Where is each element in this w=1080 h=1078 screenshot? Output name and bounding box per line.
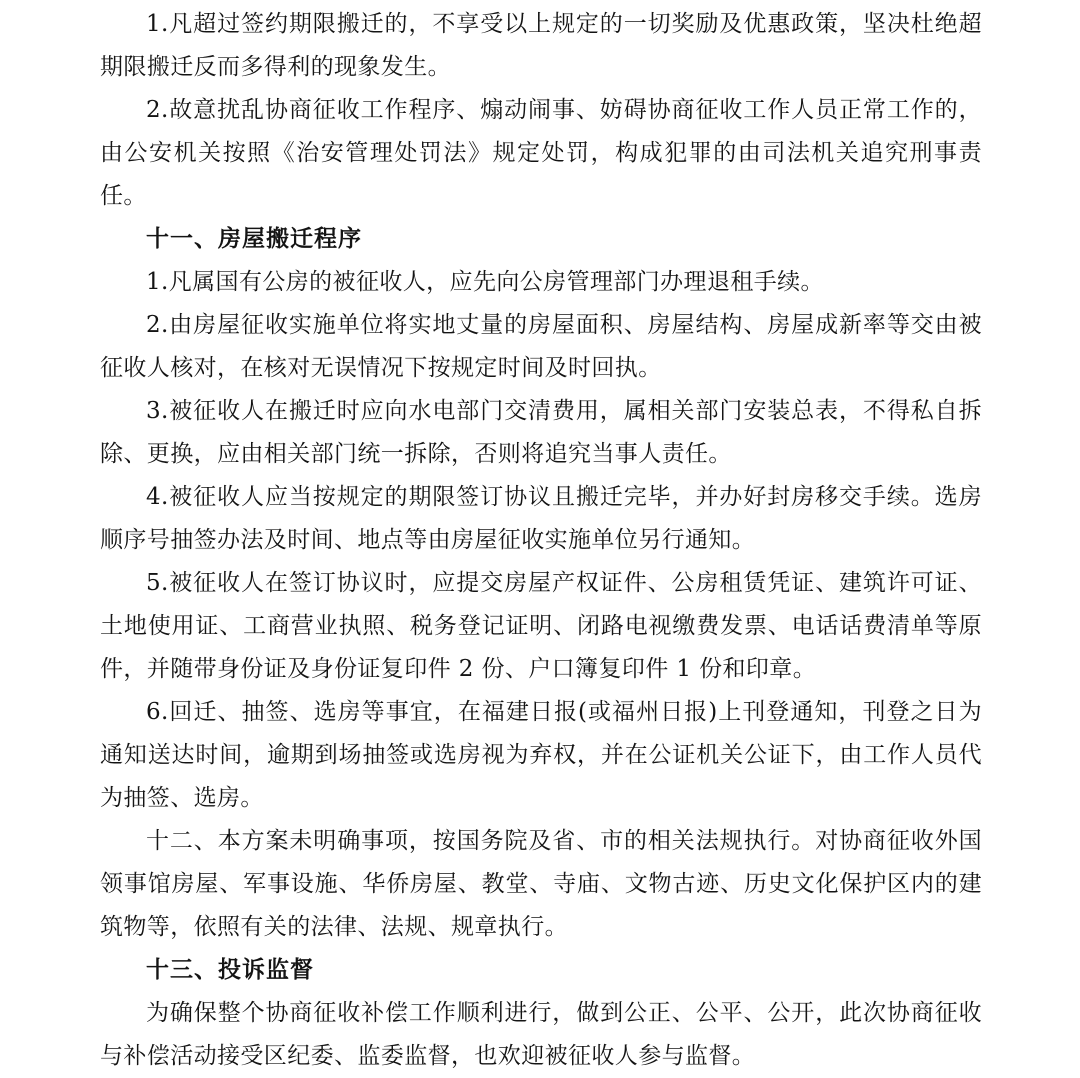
section-heading-11: 十一、房屋搬迁程序: [146, 226, 362, 252]
section-heading-13: 十三、投诉监督: [146, 957, 314, 983]
section-13-paragraph: 为确保整个协商征收补偿工作顺利进行，做到公正、公平、公开，此次协商征收与补偿活动接受区纪委、监委监督，也欢迎被征收人参与监督。: [100, 1000, 982, 1069]
paragraph: 2.故意扰乱协商征收工作程序、煽动闹事、妨碍协商征收工作人员正常工作的，由公安机关按照《治安管理处罚法》规定处罚，构成犯罪的由司法机关追究刑事责任。: [100, 97, 982, 209]
section-11-item: 4.被征收人应当按规定的期限签订协议且搬迁完毕，并办好封房移交手续。选房顺序号抽签办法及时间、地点等由房屋征收实施单位另行通知。: [100, 484, 982, 553]
section-12-paragraph: 十二、本方案未明确事项，按国务院及省、市的相关法规执行。对协商征收外国领事馆房屋、军事设施、华侨房屋、教堂、寺庙、文物古迹、历史文化保护区内的建筑物等，依照有关的法律、法规、规章执行。: [100, 828, 982, 940]
section-11-item: 6.回迁、抽签、选房等事宜，在福建日报(或福州日报)上刊登通知，刊登之日为通知送达时间，逾期到场抽签或选房视为弃权，并在公证机关公证下，由工作人员代为抽签、选房。: [100, 699, 982, 811]
section-11-item: 1.凡属国有公房的被征收人，应先向公房管理部门办理退租手续。: [146, 269, 824, 295]
section-11-item: 5.被征收人在签订协议时，应提交房屋产权证件、公房租赁凭证、建筑许可证、土地使用证、工商营业执照、税务登记证明、闭路电视缴费发票、电话话费清单等原件，并随带身份证及身份证复印件 2 份、户口簿复印件 1 份和印章。: [100, 570, 982, 682]
section-11-item: 3.被征收人在搬迁时应向水电部门交清费用，属相关部门安装总表，不得私自拆除、更换，应由相关部门统一拆除，否则将追究当事人责任。: [100, 398, 982, 467]
paragraph: 1.凡超过签约期限搬迁的，不享受以上规定的一切奖励及优惠政策，坚决杜绝超期限搬迁反而多得利的现象发生。: [100, 11, 982, 80]
section-11-item: 2.由房屋征收实施单位将实地丈量的房屋面积、房屋结构、房屋成新率等交由被征收人核对，在核对无误情况下按规定时间及时回执。: [100, 312, 982, 381]
